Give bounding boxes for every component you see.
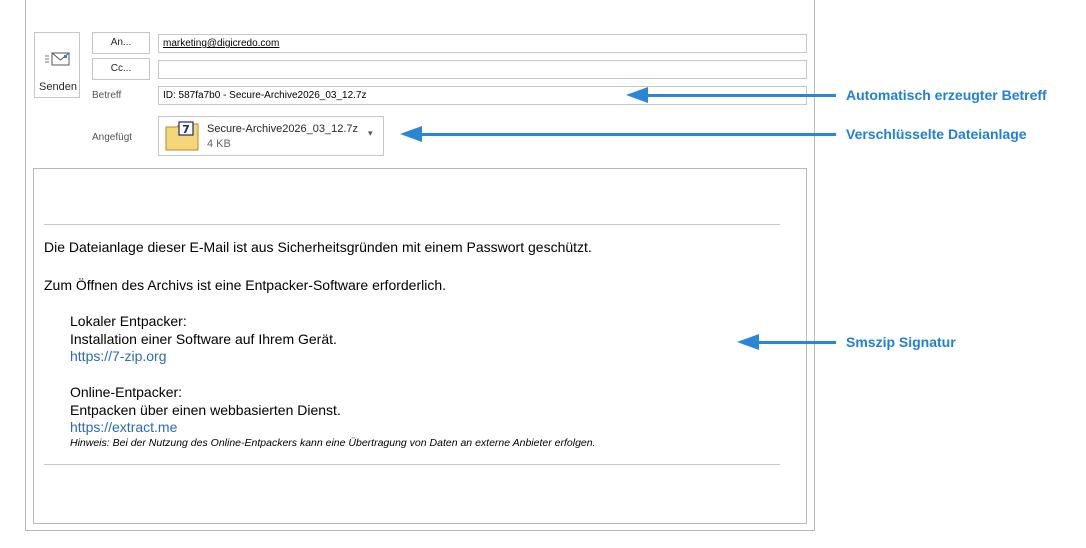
annotation-signature: Smszip Signatur xyxy=(846,334,956,350)
chevron-down-icon[interactable]: ▾ xyxy=(368,128,373,138)
7z-archive-icon xyxy=(165,121,199,151)
send-mail-icon xyxy=(44,51,72,69)
online-unpacker-note: Hinweis: Bei der Nutzung des Online-Entpackers kann eine Übertragung von Daten an externe Anbieter erfolgen. xyxy=(70,437,596,449)
cc-field[interactable] xyxy=(158,60,807,79)
arrow-subject-head xyxy=(626,87,648,103)
subject-label: Betreff xyxy=(92,90,122,101)
annotation-attachment: Verschlüsselte Dateianlage xyxy=(846,126,1027,142)
local-unpacker-desc: Installation einer Software auf Ihrem Gerät. xyxy=(70,331,337,347)
arrow-signature-line xyxy=(757,341,836,344)
signature-divider-bottom xyxy=(44,464,780,465)
send-button[interactable] xyxy=(34,32,80,98)
attached-label: Angefügt xyxy=(92,132,133,143)
signature-divider-top xyxy=(44,224,780,225)
send-label: Senden xyxy=(39,81,77,93)
online-unpacker-title: Online-Entpacker: xyxy=(70,384,183,400)
arrow-signature-head xyxy=(737,334,759,350)
online-unpacker-link[interactable]: https://extract.me xyxy=(70,419,178,435)
compose-window xyxy=(25,0,815,531)
message-body[interactable] xyxy=(33,168,807,524)
body-line-1: Die Dateianlage dieser E-Mail ist aus Sicherheitsgründen mit einem Passwort geschützt. xyxy=(44,239,592,255)
to-field[interactable]: marketing@digicredo.com xyxy=(158,34,807,53)
subject-field[interactable]: ID: 587fa7b0 - Secure-Archive2026_03_12.7z xyxy=(158,86,807,105)
local-unpacker-title: Lokaler Entpacker: xyxy=(70,313,187,329)
cc-button[interactable]: Cc... xyxy=(92,58,150,80)
body-line-2: Zum Öffnen des Archivs ist eine Entpacker-Software erforderlich. xyxy=(44,277,447,293)
arrow-attachment-head xyxy=(400,126,422,142)
to-button[interactable]: An... xyxy=(92,32,150,54)
online-unpacker-desc: Entpacken über einen webbasierten Dienst. xyxy=(70,402,341,418)
attachment-name: Secure-Archive2026_03_12.7z xyxy=(207,123,359,135)
arrow-attachment-line xyxy=(420,133,836,136)
local-unpacker-link[interactable]: https://7-zip.org xyxy=(70,348,167,364)
attachment-chip[interactable] xyxy=(158,116,384,156)
arrow-subject-line xyxy=(646,94,836,97)
attachment-size: 4 KB xyxy=(207,138,231,150)
svg-text:7: 7 xyxy=(182,123,190,136)
annotation-subject: Automatisch erzeugter Betreff xyxy=(846,87,1047,103)
